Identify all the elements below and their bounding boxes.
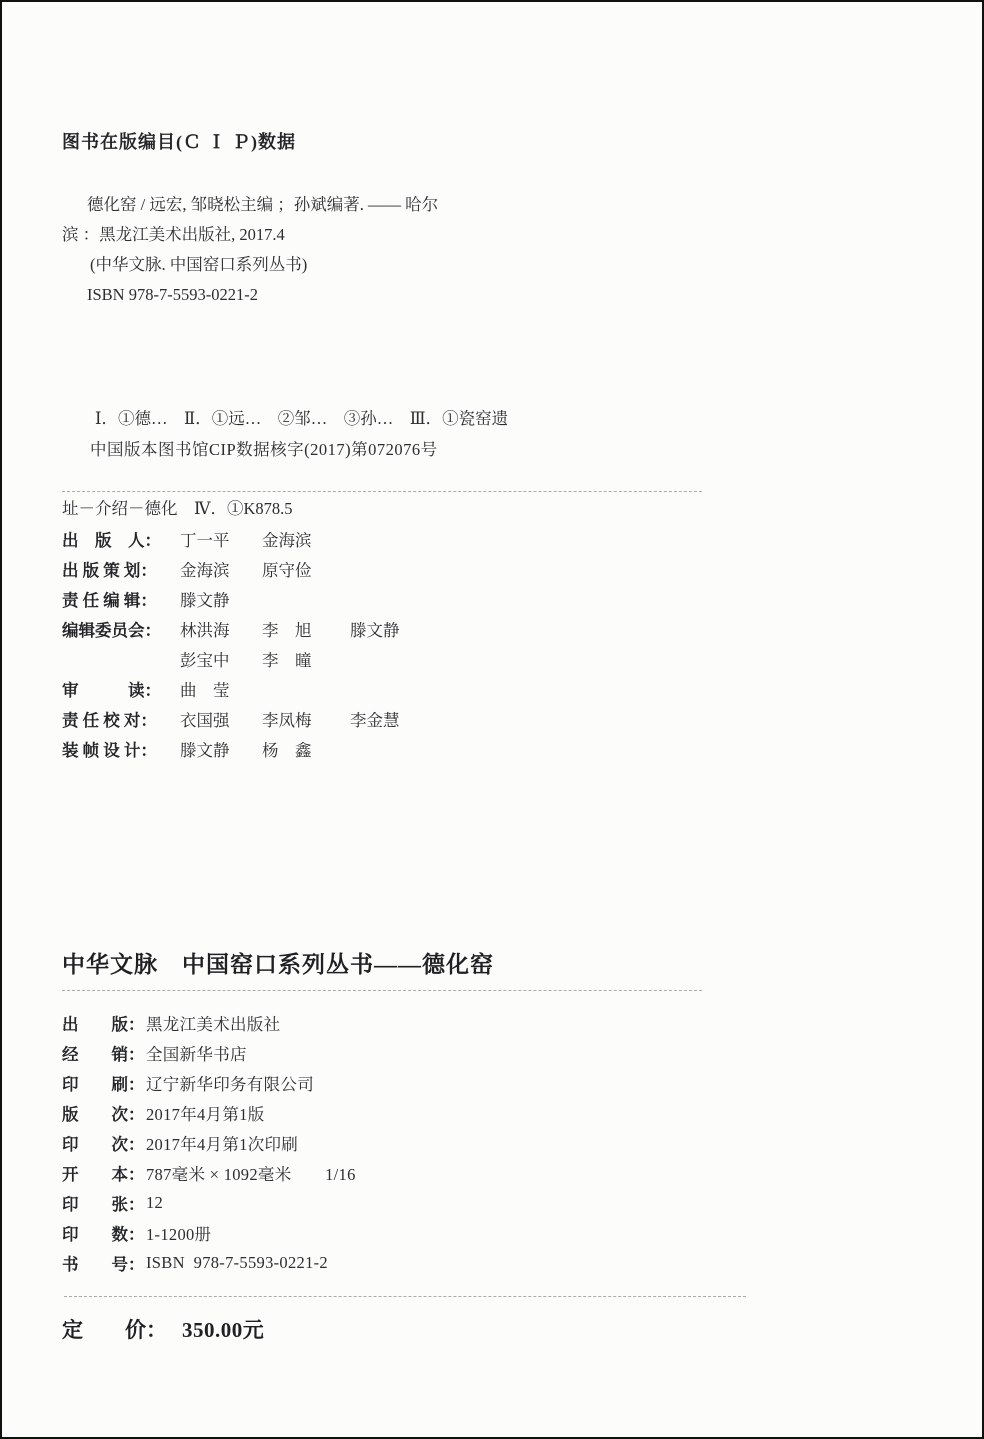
staff-row-designer bbox=[62, 734, 722, 764]
staff-name bbox=[262, 587, 350, 611]
pub-value: ISBN 978-7-5593-0221-2 bbox=[146, 1253, 328, 1272]
staff-name: 滕文静 bbox=[180, 591, 230, 610]
pub-label: 印 张： bbox=[62, 1195, 145, 1214]
price-value: 350.00元 bbox=[182, 1318, 265, 1342]
staff-name: 金海滨 bbox=[180, 561, 230, 580]
pub-row-distributor bbox=[62, 1038, 742, 1068]
cip-registry-number: 中国版本图书馆CIP数据核字(2017)第072076号 bbox=[90, 440, 438, 459]
pub-row-print-run bbox=[62, 1218, 742, 1248]
staff-role-label: 装 帧 设 计： bbox=[62, 741, 157, 760]
pub-label: 印 刷： bbox=[62, 1075, 145, 1094]
staff-name: 李 旭 bbox=[262, 621, 312, 640]
staff-name: 李 曈 bbox=[262, 651, 312, 670]
staff-credits bbox=[62, 524, 722, 764]
cip-record-line: 滨 ：黑龙江美术出版社, 2017.4 bbox=[62, 225, 285, 244]
staff-role-label: 出 版 人： bbox=[62, 531, 161, 550]
pub-row-publisher bbox=[62, 1008, 742, 1038]
cip-series-note: (中华文脉. 中国窑口系列丛书) bbox=[90, 255, 308, 274]
staff-name: 林洪海 bbox=[180, 621, 230, 640]
pub-value: 2017年4月第1次印刷 bbox=[146, 1135, 299, 1154]
staff-role-label: 责 任 编 辑： bbox=[62, 591, 157, 610]
pub-value: 2017年4月第1版 bbox=[146, 1105, 265, 1124]
staff-name bbox=[262, 677, 350, 701]
staff-name: 金海滨 bbox=[262, 531, 312, 550]
pub-label: 版 次： bbox=[62, 1105, 145, 1124]
pub-label: 出 版： bbox=[62, 1015, 145, 1034]
staff-role-label: 编辑委员会： bbox=[62, 621, 161, 640]
staff-name: 原守俭 bbox=[262, 561, 312, 580]
pub-value: 12 bbox=[146, 1193, 164, 1212]
cip-isbn: ISBN 978-7-5593-0221-2 bbox=[87, 285, 258, 304]
pub-label: 印 数： bbox=[62, 1225, 145, 1244]
staff-role-label: 出 版 策 划： bbox=[62, 561, 157, 580]
pub-row-sheets bbox=[62, 1188, 742, 1218]
staff-role-label: 责 任 校 对： bbox=[62, 711, 157, 730]
cip-record-block bbox=[62, 190, 722, 310]
cip-record-line: 德化窑 / 远宏, 邹晓松主编 ；孙斌编著. —— 哈尔 bbox=[87, 195, 439, 214]
publication-info bbox=[62, 1008, 742, 1278]
staff-role-label: 审 读： bbox=[62, 681, 161, 700]
pub-label: 经 销： bbox=[62, 1045, 145, 1064]
pub-label: 书 号： bbox=[62, 1255, 145, 1274]
pub-value: 787毫米 × 1092毫米 1/16 bbox=[146, 1165, 356, 1184]
pub-row-printer bbox=[62, 1068, 742, 1098]
staff-row-editor bbox=[62, 584, 722, 614]
staff-row-editorial-board bbox=[62, 614, 722, 644]
staff-name: 李凤梅 bbox=[262, 711, 312, 730]
dashed-divider bbox=[64, 1296, 746, 1297]
dashed-divider bbox=[62, 990, 702, 991]
staff-name: 李金慧 bbox=[350, 711, 400, 730]
series-title: 中华文脉 中国窑口系列丛书——德化窑 bbox=[62, 952, 494, 977]
pub-value: 1-1200册 bbox=[146, 1225, 212, 1244]
price-label: 定 价： bbox=[62, 1318, 167, 1342]
staff-name: 滕文静 bbox=[180, 741, 230, 760]
price-row bbox=[62, 1314, 264, 1344]
staff-name: 丁一平 bbox=[180, 531, 230, 550]
staff-name: 衣国强 bbox=[180, 711, 230, 730]
cip-classification-line: Ⅰ．①德… Ⅱ．①远… ②邹… ③孙… Ⅲ．①瓷窑遗 bbox=[95, 409, 509, 428]
staff-row-publisher bbox=[62, 524, 722, 554]
pub-value: 辽宁新华印务有限公司 bbox=[146, 1075, 314, 1094]
staff-name: 曲 莹 bbox=[180, 681, 230, 700]
dashed-divider bbox=[62, 491, 702, 492]
staff-name: 彭宝中 bbox=[180, 651, 230, 670]
staff-name: 杨 鑫 bbox=[262, 741, 312, 760]
pub-value: 黑龙江美术出版社 bbox=[146, 1015, 281, 1034]
staff-name: 滕文静 bbox=[350, 621, 400, 640]
pub-label: 开 本： bbox=[62, 1165, 145, 1184]
cip-classification-line: 址－介绍－德化 Ⅳ．①K878.5 bbox=[62, 499, 293, 518]
pub-row-isbn bbox=[62, 1248, 742, 1278]
pub-value: 全国新华书店 bbox=[146, 1045, 247, 1064]
staff-row-editorial-board-cont bbox=[62, 644, 722, 674]
staff-row-reviewer bbox=[62, 674, 722, 704]
pub-row-edition bbox=[62, 1098, 742, 1128]
pub-row-impression bbox=[62, 1128, 742, 1158]
staff-row-proofreader bbox=[62, 704, 722, 734]
cip-data-header: 图书在版编目(Ｃ Ｉ Ｐ)数据 bbox=[62, 132, 296, 152]
pub-row-format bbox=[62, 1158, 742, 1188]
staff-row-planning bbox=[62, 554, 722, 584]
pub-label: 印 次： bbox=[62, 1135, 145, 1154]
